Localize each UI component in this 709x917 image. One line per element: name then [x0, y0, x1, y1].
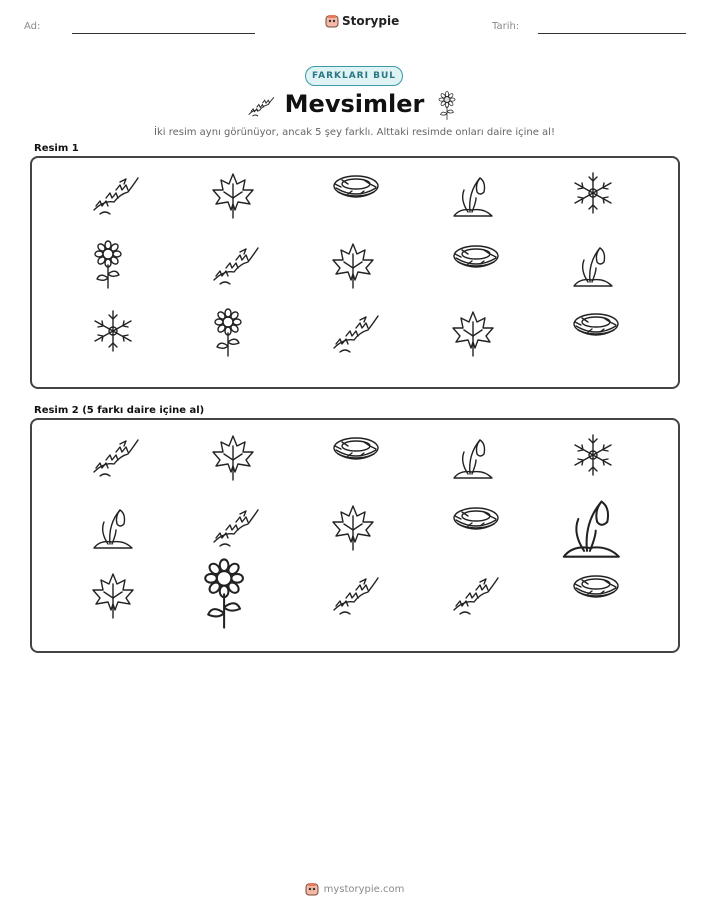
name-line[interactable] [72, 33, 255, 34]
picture1-birds-icon [330, 308, 380, 354]
picture2-panel[interactable] [30, 418, 680, 653]
name-label: Ad: [24, 21, 41, 32]
picture2-snowdrop-icon[interactable] [450, 432, 496, 482]
picture2-label: Resim 2 (5 farkı daire içine al) [34, 405, 205, 416]
brand-logo [325, 14, 399, 28]
picture1-snowdrop-icon [570, 240, 616, 290]
task-badge: FARKLARI BUL [305, 66, 403, 86]
sunflower-icon [436, 91, 458, 121]
date-line[interactable] [538, 33, 686, 34]
storypie-mascot-icon [305, 882, 319, 896]
picture2-birds-icon[interactable] [210, 502, 260, 548]
picture2-maple-leaf-icon[interactable] [90, 570, 136, 620]
picture2-nest-icon[interactable] [450, 502, 502, 538]
picture1-maple-leaf-icon [450, 308, 496, 358]
brand-name: Storypie [342, 14, 400, 28]
picture1-nest-icon [450, 240, 502, 276]
storypie-mascot-icon [325, 14, 339, 28]
instructions: İki resim aynı görünüyor, ancak 5 şey farklı. Alttaki resimde onları daire içine al! [154, 127, 555, 138]
picture1-birds-icon [90, 170, 140, 216]
picture2-snowdrop-icon[interactable] [558, 490, 625, 563]
picture2-snowdrop-icon[interactable] [90, 502, 136, 552]
picture2-sunflower-icon[interactable] [198, 558, 250, 631]
picture1-label: Resim 1 [34, 143, 79, 154]
picture1-panel [30, 156, 680, 389]
picture2-maple-leaf-icon[interactable] [210, 432, 256, 482]
picture2-nest-icon[interactable] [330, 432, 382, 468]
page-title: Mevsimler [284, 90, 425, 118]
footer [0, 882, 709, 896]
picture2-birds-icon[interactable] [450, 570, 500, 616]
picture1-nest-icon [330, 170, 382, 206]
picture2-birds-icon[interactable] [330, 570, 380, 616]
picture1-nest-icon [570, 308, 622, 344]
picture1-snowflake-icon [570, 170, 616, 216]
picture1-sunflower-icon [210, 308, 246, 358]
picture2-snowflake-icon[interactable] [570, 432, 616, 478]
picture1-birds-icon [210, 240, 260, 286]
picture2-birds-icon[interactable] [90, 432, 140, 478]
picture1-snowdrop-icon [450, 170, 496, 220]
picture1-snowflake-icon [90, 308, 136, 354]
picture1-sunflower-icon [90, 240, 126, 290]
picture1-maple-leaf-icon [210, 170, 256, 220]
date-label: Tarih: [492, 21, 520, 32]
footer-site: mystorypie.com [323, 883, 405, 895]
picture1-maple-leaf-icon [330, 240, 376, 290]
picture2-maple-leaf-icon[interactable] [330, 502, 376, 552]
picture2-nest-icon[interactable] [570, 570, 622, 606]
